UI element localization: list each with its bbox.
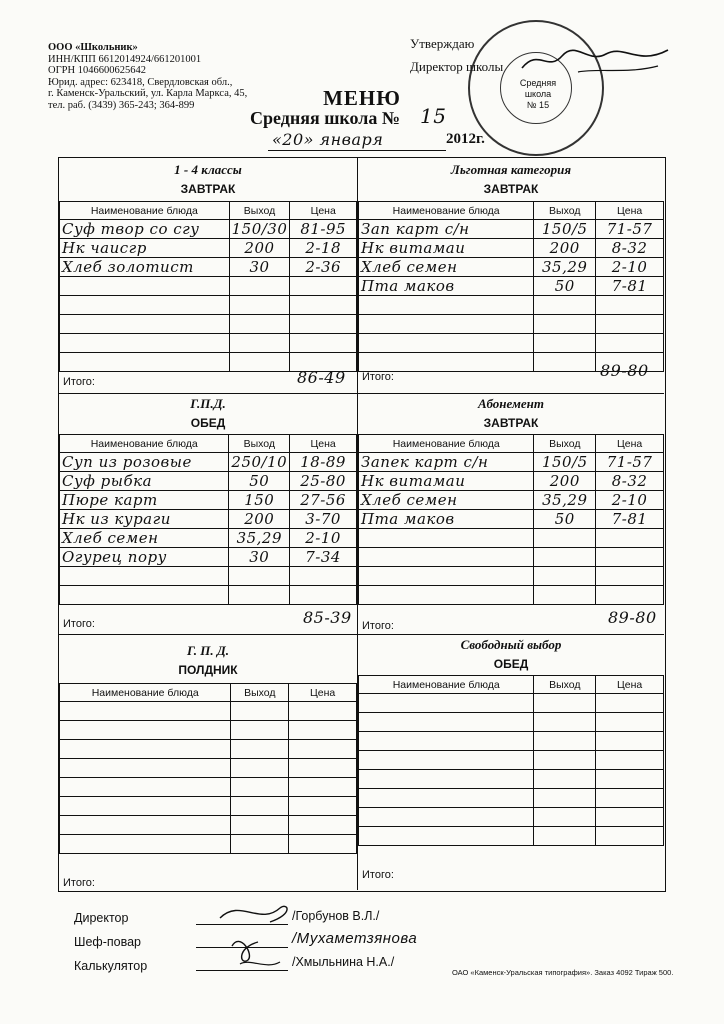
dish-name: Суп из розовые (60, 453, 229, 472)
dish-price: 3-70 (290, 510, 357, 529)
dish-price (596, 694, 664, 713)
dish-output: 150/5 (534, 453, 596, 472)
dish-output (534, 586, 596, 605)
table-row (60, 816, 357, 835)
total-label: Итого: (362, 371, 394, 383)
menu-table (358, 201, 664, 372)
stamp-text: Средняя школа № 15 (519, 78, 557, 110)
dish-price (596, 548, 664, 567)
section-gpd-lunch (59, 394, 357, 634)
dish-name (359, 529, 534, 548)
table-row (359, 220, 664, 239)
dish-name (60, 353, 230, 372)
table-row (60, 835, 357, 854)
dish-output (229, 567, 290, 586)
dish-name (359, 732, 534, 751)
col-price: Цена (596, 202, 664, 220)
dish-output: 200 (229, 239, 290, 258)
table-row (60, 510, 357, 529)
dish-name (60, 721, 231, 740)
dish-output (231, 759, 289, 778)
dish-output (229, 334, 290, 353)
table-row (359, 713, 664, 732)
dish-price: 81-95 (290, 220, 357, 239)
dish-name (359, 827, 534, 846)
dish-output (534, 770, 596, 789)
dish-price: 2-18 (290, 239, 357, 258)
calculator-name: /Хмыльнина Н.А./ (292, 955, 395, 969)
dish-price: 8-32 (596, 472, 664, 491)
table-row (359, 277, 664, 296)
dish-name (60, 778, 231, 797)
director-approve-label: Директор школы (410, 59, 504, 74)
section-meal: ЗАВТРАК (483, 182, 539, 196)
table-row (359, 529, 664, 548)
dish-output: 50 (534, 277, 596, 296)
dish-name: Нк витамаи (359, 239, 534, 258)
dish-name (359, 808, 534, 827)
table-row (359, 472, 664, 491)
dish-price (596, 827, 664, 846)
org-address-2: г. Каменск-Уральский, ул. Карла Маркса, 45, (48, 88, 248, 100)
section-grades-1-4 (59, 158, 357, 393)
dish-name (60, 277, 230, 296)
dish-output: 200 (534, 472, 596, 491)
section-title: Свободный выбор (460, 637, 562, 652)
dish-name (359, 770, 534, 789)
col-out: Выход (534, 202, 596, 220)
dish-name: Запек карт с/н (359, 453, 534, 472)
table-row (359, 567, 664, 586)
dish-output: 150/5 (534, 220, 596, 239)
dish-output (534, 789, 596, 808)
table-row (359, 491, 664, 510)
dish-output (534, 529, 596, 548)
dish-name (359, 334, 534, 353)
table-row (359, 827, 664, 846)
dish-output: 200 (534, 239, 596, 258)
total-value: 85-39 (303, 608, 352, 627)
col-price: Цена (290, 435, 357, 453)
dish-name (359, 751, 534, 770)
section-title: 1 - 4 классы (174, 162, 242, 177)
col-price: Цена (596, 676, 664, 694)
dish-name (359, 694, 534, 713)
dish-output (231, 721, 289, 740)
footer-signatures (210, 896, 300, 976)
total-label: Итого: (362, 620, 394, 632)
org-address-1: Юрид. адрес: 623418, Свердловская обл., (48, 76, 233, 88)
dish-output: 35,29 (534, 258, 596, 277)
table-row (359, 770, 664, 789)
table-row (359, 789, 664, 808)
dish-price (290, 315, 357, 334)
menu-table (59, 683, 357, 854)
menu-table (358, 675, 664, 846)
dish-price: 8-32 (596, 239, 664, 258)
dish-output (229, 296, 290, 315)
calculator-label: Калькулятор (74, 959, 148, 973)
dish-name (60, 816, 231, 835)
dish-price (290, 334, 357, 353)
page-title: МЕНЮ (323, 86, 401, 110)
table-row (60, 277, 357, 296)
chef-label: Шеф-повар (74, 935, 141, 949)
date-underline (268, 150, 446, 151)
table-row (359, 751, 664, 770)
org-ogrn: ОГРН 1046600625642 (48, 65, 146, 77)
approve-label: Утверждаю (410, 36, 475, 51)
dish-price: 71-57 (596, 220, 664, 239)
dish-name: Зап карт с/н (359, 220, 534, 239)
director-signature (518, 42, 678, 82)
total-label: Итого: (63, 877, 95, 889)
dish-price (596, 296, 664, 315)
menu-year: 2012г. (446, 131, 485, 147)
table-row (60, 567, 357, 586)
table-row (359, 453, 664, 472)
chef-name: /Мухаметзянова (292, 930, 418, 947)
dish-price: 18-89 (290, 453, 357, 472)
dish-price: 2-36 (290, 258, 357, 277)
dish-price (596, 315, 664, 334)
org-name: ООО «Школьник» (48, 42, 138, 53)
menu-table (59, 434, 357, 605)
table-row (359, 334, 664, 353)
section-free-choice (358, 635, 664, 891)
dish-price (596, 751, 664, 770)
total-value: 89-80 (608, 608, 657, 627)
dish-name: Пюре карт (60, 491, 229, 510)
dish-output (534, 713, 596, 732)
dish-output (534, 827, 596, 846)
table-row (359, 296, 664, 315)
org-phone: тел. раб. (3439) 365-243; 364-899 (48, 99, 195, 111)
dish-price (289, 778, 357, 797)
dish-name (359, 586, 534, 605)
dish-price (290, 296, 357, 315)
total-value: 89-80 (600, 361, 649, 380)
section-meal: ПОЛДНИК (178, 663, 238, 677)
org-inn: ИНН/КПП 6612014924/661201001 (48, 53, 202, 65)
section-subscription (358, 394, 664, 634)
total-label: Итого: (63, 376, 95, 388)
dish-output (534, 808, 596, 827)
table-row (359, 239, 664, 258)
table-row (359, 548, 664, 567)
dish-name: Нк чаисгр (60, 239, 230, 258)
dish-output (534, 315, 596, 334)
col-name: Наименование блюда (60, 435, 229, 453)
table-row (359, 586, 664, 605)
dish-output (231, 702, 289, 721)
dish-price: 7-34 (290, 548, 357, 567)
dish-price (289, 740, 357, 759)
dish-name (359, 789, 534, 808)
dish-name (359, 353, 534, 372)
col-price: Цена (290, 202, 357, 220)
dish-name (60, 567, 229, 586)
dish-name: Хлеб золотист (60, 258, 230, 277)
total-value: 86-49 (297, 368, 346, 387)
dish-name (60, 797, 231, 816)
menu-table (358, 434, 664, 605)
table-row (60, 548, 357, 567)
dish-output (534, 334, 596, 353)
dish-price (289, 702, 357, 721)
dish-output (534, 567, 596, 586)
dish-price (596, 808, 664, 827)
table-row (60, 220, 357, 239)
col-out: Выход (534, 676, 596, 694)
dish-output (229, 586, 290, 605)
dish-price (290, 277, 357, 296)
dish-name (359, 713, 534, 732)
table-row (359, 315, 664, 334)
dish-price (596, 567, 664, 586)
dish-name: Суф рыбка (60, 472, 229, 491)
dish-output (534, 694, 596, 713)
table-row (359, 808, 664, 827)
dish-output (231, 797, 289, 816)
table-row (60, 472, 357, 491)
dish-output (231, 778, 289, 797)
dish-price (289, 816, 357, 835)
dish-name (359, 296, 534, 315)
dish-name (60, 740, 231, 759)
dish-output: 30 (229, 548, 290, 567)
dish-price (596, 789, 664, 808)
dish-output (229, 277, 290, 296)
dish-price (289, 721, 357, 740)
dish-output: 150/30 (229, 220, 290, 239)
dish-name: Хлеб семен (359, 491, 534, 510)
dish-name (60, 759, 231, 778)
section-gpd-snack (59, 635, 357, 891)
dish-output (231, 835, 289, 854)
table-row (60, 258, 357, 277)
dish-output: 50 (229, 472, 290, 491)
director-label: Директор (74, 911, 129, 925)
table-row (359, 510, 664, 529)
dish-name (60, 702, 231, 721)
section-title: Г.П.Д. (190, 396, 226, 411)
col-out: Выход (229, 435, 290, 453)
section-title: Г. П. Д. (186, 643, 230, 658)
dish-price: 7-81 (596, 277, 664, 296)
total-label: Итого: (63, 618, 95, 630)
dish-output (534, 732, 596, 751)
dish-price (596, 732, 664, 751)
dish-output (534, 353, 596, 372)
section-meal: ОБЕД (493, 657, 529, 671)
dish-name (359, 567, 534, 586)
section-meal: ОБЕД (190, 416, 226, 430)
dish-name (60, 334, 230, 353)
dish-name: Пта маков (359, 510, 534, 529)
section-benefit-category (358, 158, 664, 393)
table-row (60, 778, 357, 797)
dish-name (359, 315, 534, 334)
dish-name (60, 296, 230, 315)
col-name: Наименование блюда (359, 435, 534, 453)
dish-price (596, 586, 664, 605)
table-row (60, 759, 357, 778)
dish-output: 150 (229, 491, 290, 510)
dish-price (596, 713, 664, 732)
total-label: Итого: (362, 869, 394, 881)
dish-price (290, 567, 357, 586)
table-row (359, 732, 664, 751)
dish-name (359, 548, 534, 567)
dish-price: 2-10 (596, 258, 664, 277)
dish-name: Хлеб семен (60, 529, 229, 548)
dish-price: 2-10 (290, 529, 357, 548)
col-name: Наименование блюда (359, 676, 534, 694)
table-row (60, 740, 357, 759)
dish-price: 7-81 (596, 510, 664, 529)
table-row (359, 258, 664, 277)
dish-name (60, 835, 231, 854)
dish-name: Нк из кураги (60, 510, 229, 529)
dish-name (60, 315, 230, 334)
dish-name: Суф твор со сгу (60, 220, 230, 239)
section-title: Льготная категория (450, 162, 572, 177)
table-row (60, 453, 357, 472)
table-row (60, 334, 357, 353)
dish-name: Огурец пору (60, 548, 229, 567)
table-row (60, 702, 357, 721)
table-row (60, 721, 357, 740)
director-name: /Горбунов В.Л./ (292, 909, 380, 923)
table-row (60, 315, 357, 334)
dish-output (229, 353, 290, 372)
col-name: Наименование блюда (60, 202, 230, 220)
menu-date: «20» января (272, 130, 384, 149)
dish-output (534, 548, 596, 567)
table-row (60, 529, 357, 548)
printer-imprint: ОАО «Каменск-Уральская типография». Заказ 4092 Тираж 500. (452, 968, 674, 977)
table-row (60, 491, 357, 510)
school-number: 15 (420, 104, 447, 128)
table-row (359, 694, 664, 713)
col-out: Выход (231, 684, 289, 702)
dish-price: 25-80 (290, 472, 357, 491)
dish-price: 71-57 (596, 453, 664, 472)
dish-output: 200 (229, 510, 290, 529)
dish-price: 27-56 (290, 491, 357, 510)
dish-output: 35,29 (534, 491, 596, 510)
school-label: Средняя школа № (250, 108, 400, 128)
dish-output: 35,29 (229, 529, 290, 548)
dish-output: 30 (229, 258, 290, 277)
section-meal: ЗАВТРАК (180, 182, 236, 196)
col-price: Цена (289, 684, 357, 702)
table-row (60, 797, 357, 816)
col-out: Выход (534, 435, 596, 453)
col-out: Выход (229, 202, 290, 220)
dish-output (534, 751, 596, 770)
dish-name: Хлеб семен (359, 258, 534, 277)
col-name: Наименование блюда (359, 202, 534, 220)
dish-price (596, 334, 664, 353)
table-row (60, 239, 357, 258)
menu-table (59, 201, 357, 372)
menu-grid (58, 157, 666, 892)
dish-name: Пта маков (359, 277, 534, 296)
table-row (60, 586, 357, 605)
dish-output: 50 (534, 510, 596, 529)
dish-price (289, 797, 357, 816)
dish-name: Нк витамаи (359, 472, 534, 491)
dish-price (596, 529, 664, 548)
dish-name (60, 586, 229, 605)
dish-price: 2-10 (596, 491, 664, 510)
dish-price (596, 770, 664, 789)
dish-output (534, 296, 596, 315)
col-price: Цена (596, 435, 664, 453)
dish-price (289, 759, 357, 778)
dish-price (290, 586, 357, 605)
dish-output (231, 816, 289, 835)
section-meal: ЗАВТРАК (483, 416, 539, 430)
section-title: Абонемент (478, 396, 544, 411)
col-name: Наименование блюда (60, 684, 231, 702)
dish-output: 250/10 (229, 453, 290, 472)
table-row (60, 296, 357, 315)
dish-output (231, 740, 289, 759)
dish-price (289, 835, 357, 854)
dish-output (229, 315, 290, 334)
